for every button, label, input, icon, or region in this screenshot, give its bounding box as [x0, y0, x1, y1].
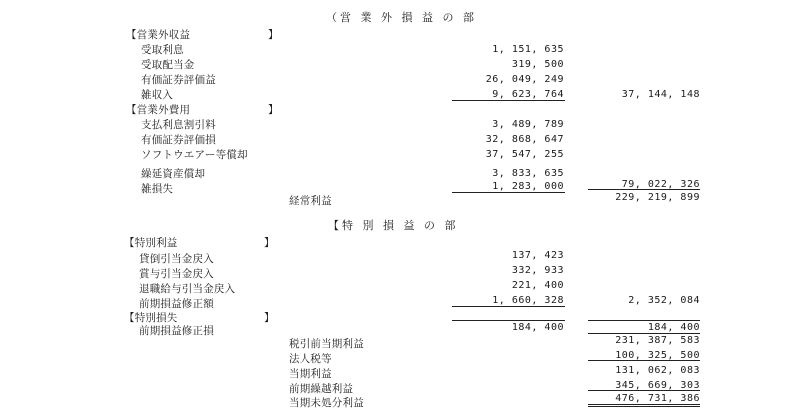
subtotal-rule	[588, 189, 700, 190]
label-income-taxes: 法人税等	[289, 353, 332, 365]
header-extraordinary-loss: 【特別損失	[124, 312, 178, 324]
amount-interest-paid: 3, 489, 789	[492, 119, 564, 130]
label-prior-period-loss: 前期損益修正損	[139, 325, 214, 337]
label-pretax-profit: 税引前当期利益	[289, 338, 364, 350]
label-misc-income: 雑収入	[141, 89, 174, 101]
label-securities-valuation-gain: 有価証券評価益	[141, 74, 216, 86]
label-bad-debt-reversal: 貸倒引当金戻入	[139, 253, 214, 265]
amount-prior-period-adjustment: 1, 660, 328	[492, 295, 564, 306]
label-misc-loss: 雑損失	[141, 183, 174, 195]
amount-software-amortization: 37, 547, 255	[485, 149, 564, 160]
label-retained-earnings-brought-forward: 前期繰越利益	[289, 383, 354, 395]
header-close-bracket: 】	[264, 237, 275, 249]
subtotal-rule	[452, 192, 565, 193]
total-non-operating-expenses: 79, 022, 326	[621, 179, 700, 190]
label-net-profit: 当期利益	[289, 368, 332, 380]
amount-unappropriated-profit: 476, 731, 386	[615, 393, 700, 404]
amount-prior-period-loss: 184, 400	[511, 322, 564, 333]
subtotal-rule	[588, 390, 700, 391]
subtotal-rule	[588, 320, 700, 321]
subtotal-rule	[588, 333, 700, 334]
amount-misc-loss: 1, 283, 000	[492, 181, 564, 192]
amount-income-taxes: 100, 325, 500	[615, 350, 700, 361]
grand-total-double-rule	[588, 404, 700, 407]
label-prior-period-adjustment: 前期損益修正額	[139, 298, 214, 310]
header-close-bracket: 】	[264, 312, 275, 324]
label-ordinary-profit: 経常利益	[289, 195, 332, 207]
label-securities-valuation-loss: 有価証券評価損	[141, 134, 216, 146]
label-unappropriated-profit: 当期未処分利益	[289, 397, 364, 409]
amount-retained-earnings-brought-forward: 345, 669, 303	[615, 380, 700, 391]
amount-net-profit: 131, 062, 083	[615, 365, 700, 376]
amount-ordinary-profit: 229, 219, 899	[615, 192, 700, 203]
header-non-operating-income: 【営業外収益	[126, 29, 191, 41]
label-deferred-asset-amortization: 繰延資産償却	[141, 168, 206, 180]
label-bonus-reserve-reversal: 賞与引当金戻入	[139, 268, 214, 280]
subtotal-rule	[452, 100, 565, 101]
total-non-operating-income: 37, 144, 148	[621, 89, 700, 100]
amount-interest-received: 1, 151, 635	[492, 44, 564, 55]
section-title-extraordinary: 【特 別 損 益 の 部	[328, 219, 459, 232]
total-extraordinary-loss: 184, 400	[647, 322, 700, 333]
label-dividends-received: 受取配当金	[141, 59, 195, 71]
header-close-bracket: 】	[268, 104, 279, 116]
subtotal-rule	[588, 360, 700, 361]
label-interest-paid: 支払利息割引料	[141, 119, 216, 131]
subtotal-rule	[452, 320, 565, 321]
amount-retirement-reserve-reversal: 221, 400	[511, 280, 564, 291]
label-software-amortization: ソフトウエアー等償却	[141, 149, 248, 161]
label-interest-received: 受取利息	[141, 44, 184, 56]
amount-misc-income: 9, 623, 764	[492, 89, 564, 100]
label-retirement-reserve-reversal: 退職給与引当金戻入	[139, 283, 236, 295]
amount-securities-valuation-loss: 32, 868, 647	[485, 134, 564, 145]
amount-pretax-profit: 231, 387, 583	[615, 335, 700, 346]
amount-securities-valuation-gain: 26, 049, 249	[485, 74, 564, 85]
subtotal-rule	[452, 306, 565, 307]
amount-bad-debt-reversal: 137, 423	[511, 250, 564, 261]
total-extraordinary-income: 2, 352, 084	[628, 295, 700, 306]
amount-deferred-asset-amortization: 3, 833, 635	[492, 168, 564, 179]
header-extraordinary-income: 【特別利益	[124, 237, 178, 249]
header-non-operating-expenses: 【営業外費用	[126, 104, 191, 116]
amount-bonus-reserve-reversal: 332, 933	[511, 265, 564, 276]
section-title-non-operating: （営 業 外 損 益 の 部	[326, 11, 477, 24]
header-close-bracket: 】	[268, 29, 279, 41]
amount-dividends-received: 319, 500	[511, 59, 564, 70]
